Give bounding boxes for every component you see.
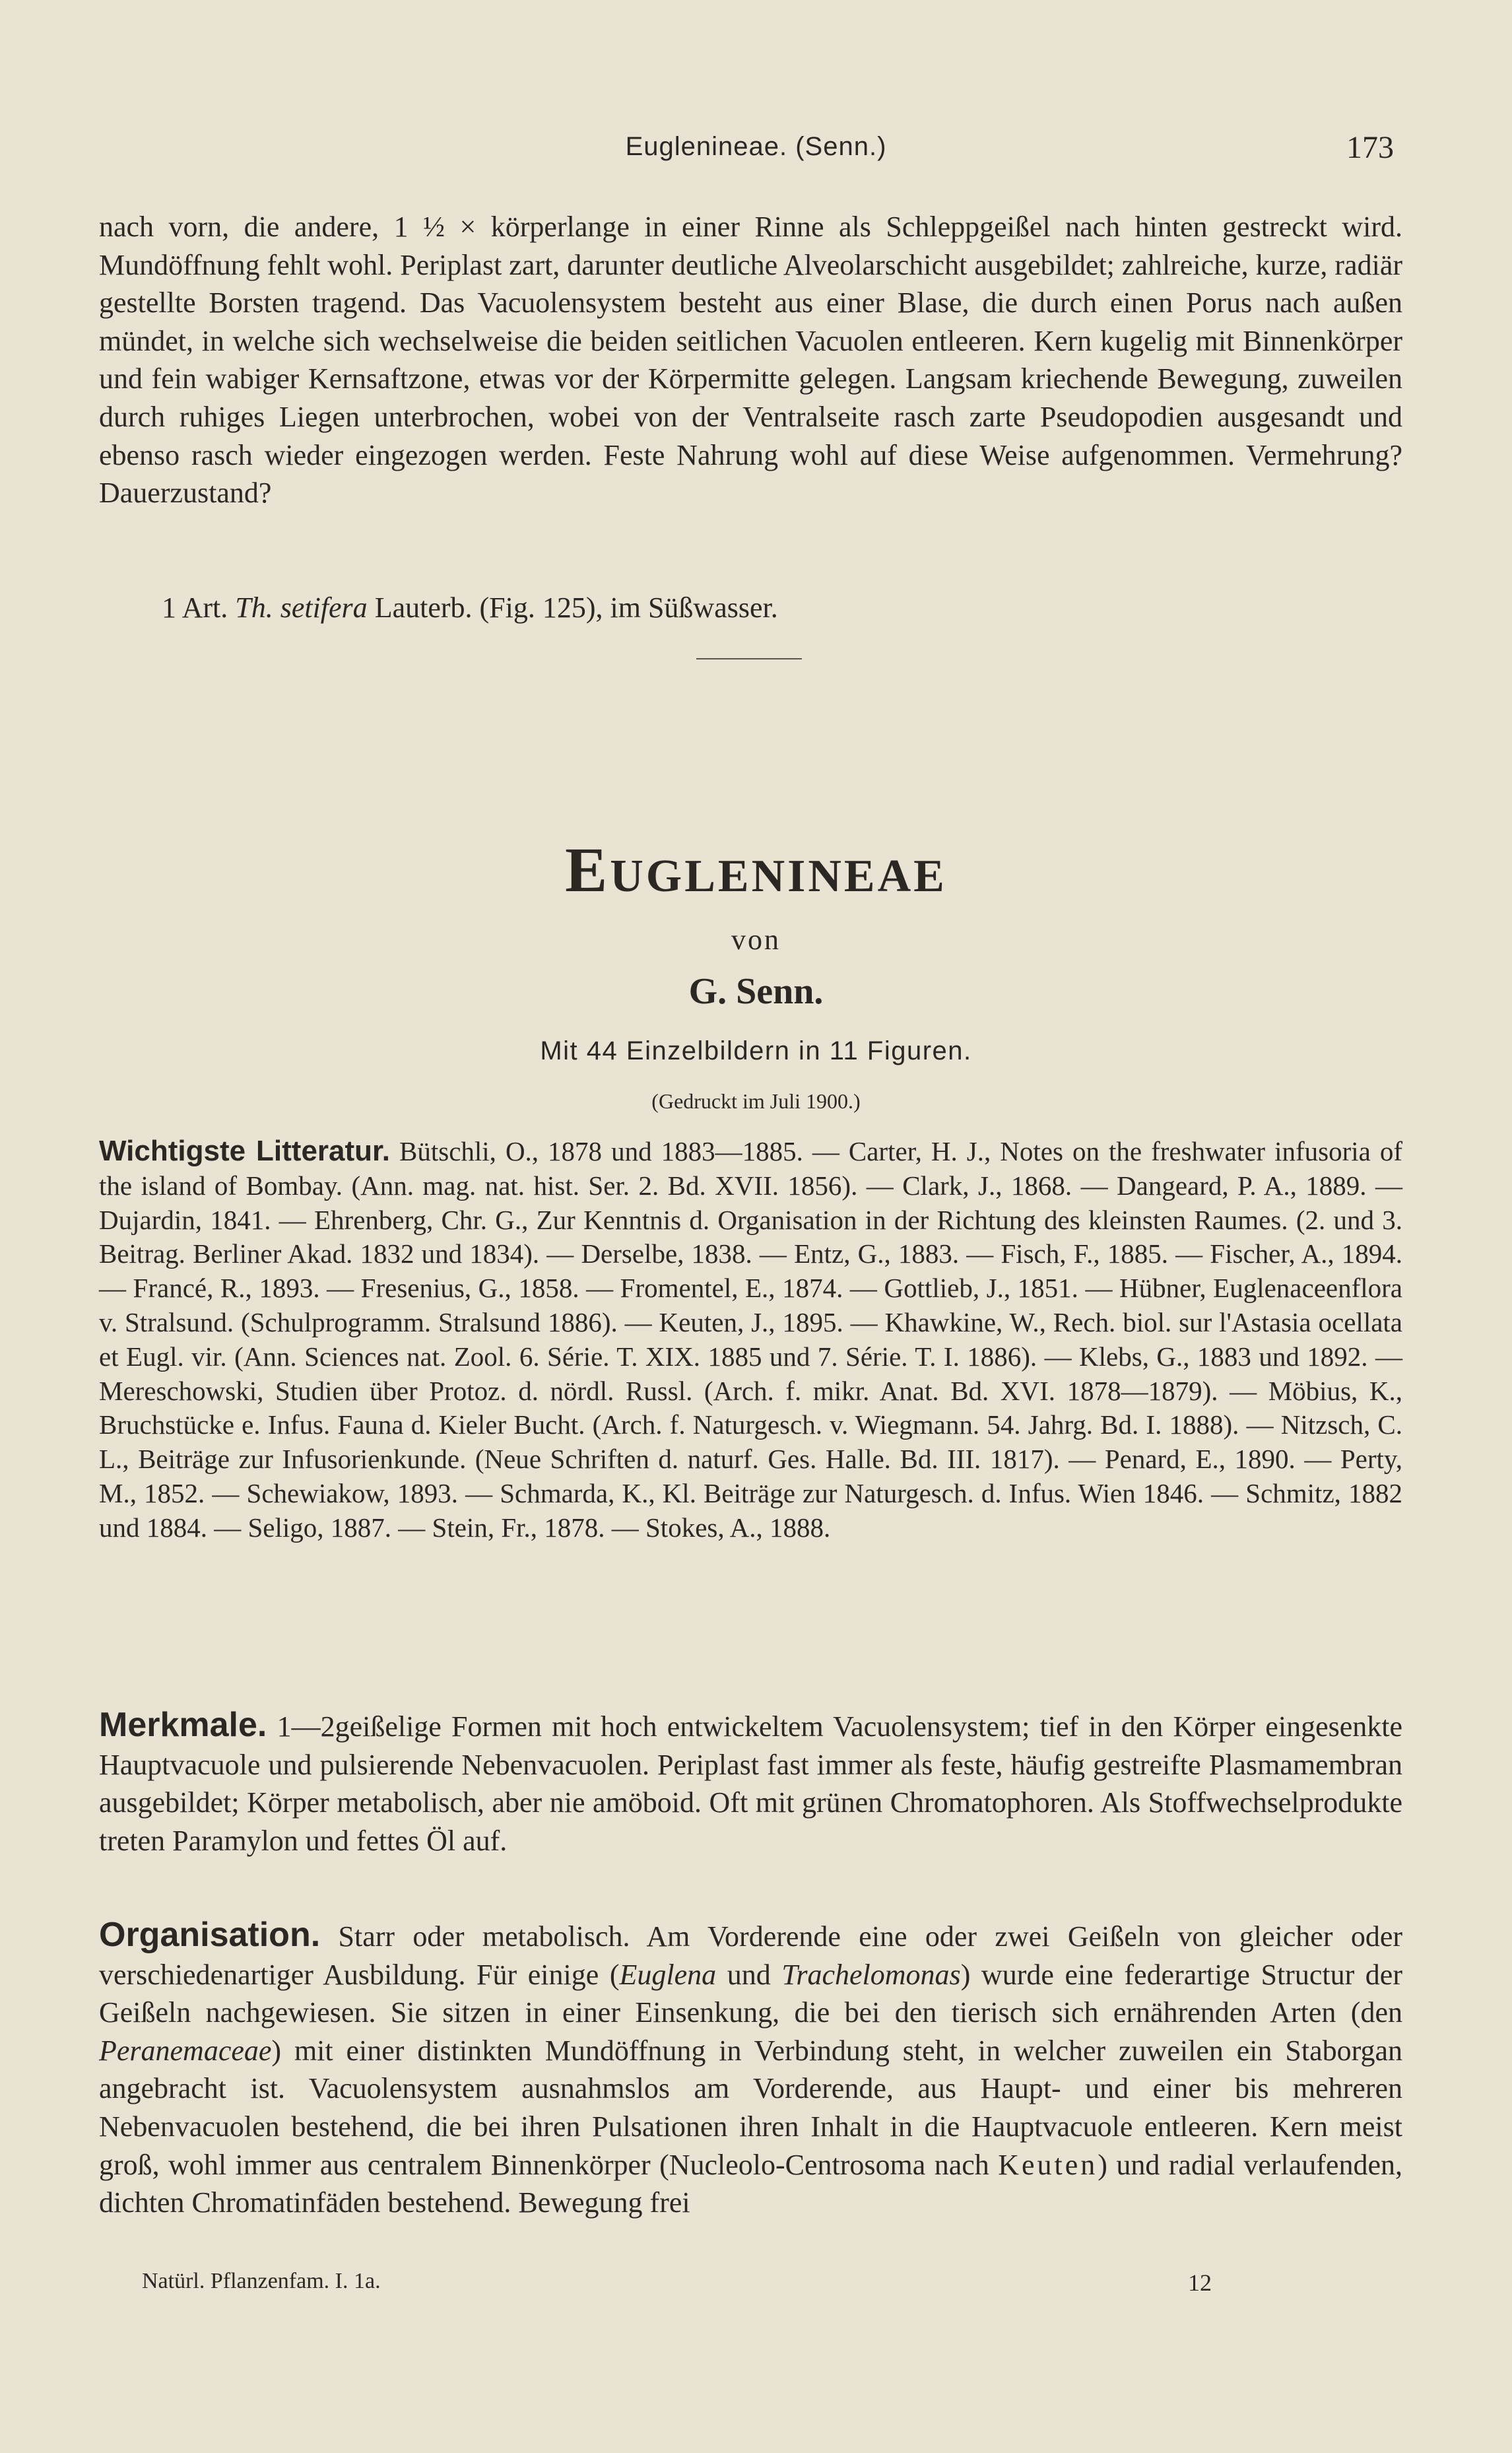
organisation-text-3: ) wurde eine federartige Structur der Geißeln nachgewiesen. Sie sitzen in einer Einsenkung, die bei den tierisch sich ernährenden Arten (den <box>99 1958 1402 2029</box>
footer-sheet-number: 12 <box>1188 2269 1212 2296</box>
species-line <box>162 591 778 624</box>
organisation-text-4: ) mit einer distinkten Mundöffnung in Verbindung steht, in welcher zuweilen ein Staborgan angebracht ist. Vacuolensystem ausnahmslos am Vorderende, aus Haupt- und einer bis mehreren Nebenvacuolen bestehend, die bei ihren Pulsationen ihren Inhalt in die Hauptvacuole entleeren. Kern meist groß, wohl immer aus centralem Binnenkörper (Nucleolo-Centrosoma nach <box>99 2034 1402 2181</box>
species-name: Th. setifera <box>235 591 368 624</box>
printed-note: (Gedruckt im Juli 1900.) <box>651 1089 861 1113</box>
species-line-prefix: 1 Art. <box>162 591 228 624</box>
running-header-title: Euglenineae. (Senn.) <box>625 132 887 161</box>
organisation-genus-euglena: Euglena <box>619 1958 717 1991</box>
species-line-rest: Lauterb. (Fig. 125), im Süßwasser. <box>374 591 778 624</box>
organisation-author-keuten: Keuten <box>998 2148 1098 2181</box>
continuation-paragraph: nach vorn, die andere, 1 ½ × körperlange in einer Rinne als Schleppgeißel nach hinten gestreckt wird. Mundöffnung fehlt wohl. Periplast zart, darunter deutliche Alveolarschicht ausgebildet; zahlreiche, kurze, radiär gestellte Borsten tragend. Das Vacuolensystem besteht aus einer Blase, die durch einen Porus nach außen mündet, in welche sich wechselweise die beiden seitlichen Vacuolen entleeren. Kern kugelig mit Binnenkörper und fein wabiger Kernsaftzone, etwas vor der Körpermitte gelegen. Langsam kriechende Bewegung, zuweilen durch ruhiges Liegen unterbrochen, wobei von der Ventralseite rasch zarte Pseudopodien ausgesandt und ebenso rasch wieder eingezogen werden. Feste Nahrung wohl auf diese Weise aufgenommen. Vermehrung? Dauerzustand? <box>99 211 1402 510</box>
organisation-text-5: ) und radial verlaufenden, dichten Chromatinfäden bestehend. Bewegung frei <box>99 2148 1402 2219</box>
section-von: von <box>731 924 781 956</box>
section-title-initial: E <box>565 834 610 905</box>
merkmale-text: 1—2geißelige Formen mit hoch entwickeltem Vacuolensystem; tief in den Körper eingesenkte Hauptvacuole und pulsierende Nebenvacuolen. Periplast fast immer als feste, häufig gestreifte Plasmamembran ausgebildet; Körper metabolisch, aber nie amöboid. Oft mit grünen Chromatophoren. Als Stoffwechselprodukte treten Paramylon und fettes Öl auf. <box>99 1710 1403 1857</box>
organisation-text-1: Starr oder metabolisch. Am Vorderende eine oder zwei Geißeln von gleicher oder verschiedenartiger Ausbildung. Für einige ( <box>99 1920 1402 1991</box>
literature-paragraph <box>99 1134 1402 1545</box>
merkmale-paragraph <box>99 1706 1402 1860</box>
organisation-heading: Organisation. <box>99 1916 321 1954</box>
organisation-family-peranemaceae: Peranemaceae <box>99 2034 272 2067</box>
organisation-paragraph <box>99 1916 1402 2222</box>
organisation-genus-trachelomonas: Trachelomonas <box>781 1958 961 1991</box>
merkmale-heading: Merkmale. <box>99 1706 267 1744</box>
figures-note: Mit 44 Einzelbildern in 11 Figuren. <box>540 1036 972 1065</box>
page-number: 173 <box>1346 130 1394 165</box>
section-divider <box>696 658 802 659</box>
literature-text: Bütschli, O., 1878 und 1883—1885. — Carter, H. J., Notes on the freshwater infusoria of the island of Bombay. (Ann. mag. nat. hist. Ser. 2. Bd. XVII. 1856). — Clark, J., 1868. — Dangeard, P. A., 1889. — Dujardin, 1841. — Ehrenberg, Chr. G., Zur Kenntnis d. Organisation in der Richtung des kleinsten Raumes. (2. und 3. Beitrag. Berliner Akad. 1832 und 1834). — Derselbe, 1838. — Entz, G., 1883. — Fisch, F., 1885. — Fischer, A., 1894. — Francé, R., 1893. — Fresenius, G., 1858. — Fromentel, E., 1874. — Gottlieb, J., 1851. — Hübner, Euglenaceenflora v. Stralsund. (Schulprogramm. Stralsund 1886). — Keuten, J., 1895. — Khawkine, W., Rech. biol. sur l'Astasia ocellata et Eugl. vir. (Ann. Sciences nat. Zool. 6. Série. T. XIX. 1885 und 7. Série. T. I. 1886). — Klebs, G., 1883 und 1892. — Mereschowski, Studien über Protoz. d. nördl. Russl. (Arch. f. mikr. Anat. Bd. XVI. 1878—1879). — Möbius, K., Bruchstücke e. Infus. Fauna d. Kieler Bucht. (Arch. f. Naturgesch. v. Wiegmann. 54. Jahrg. Bd. I. 1888). — Nitzsch, C. L., Beiträge zur Infusorienkunde. (Neue Schriften d. naturf. Ges. Halle. Bd. III. 1817). — Penard, E., 1890. — Perty, M., 1852. — Schewiakow, 1893. — Schmarda, K., Kl. Beiträge zur Naturgesch. d. Infus. Wien 1846. — Schmitz, 1882 und 1884. — Seligo, 1887. — Stein, Fr., 1878. — Stokes, A., 1888. <box>99 1136 1402 1543</box>
organisation-text-2: und <box>716 1958 782 1991</box>
section-title-rest: UGLENINEAE <box>610 851 947 902</box>
literature-heading: Wichtigste Litteratur. <box>99 1135 390 1167</box>
footer-series: Natürl. Pflanzenfam. I. 1a. <box>142 2269 381 2293</box>
section-author: G. Senn. <box>688 971 824 1012</box>
section-title <box>0 833 1512 906</box>
